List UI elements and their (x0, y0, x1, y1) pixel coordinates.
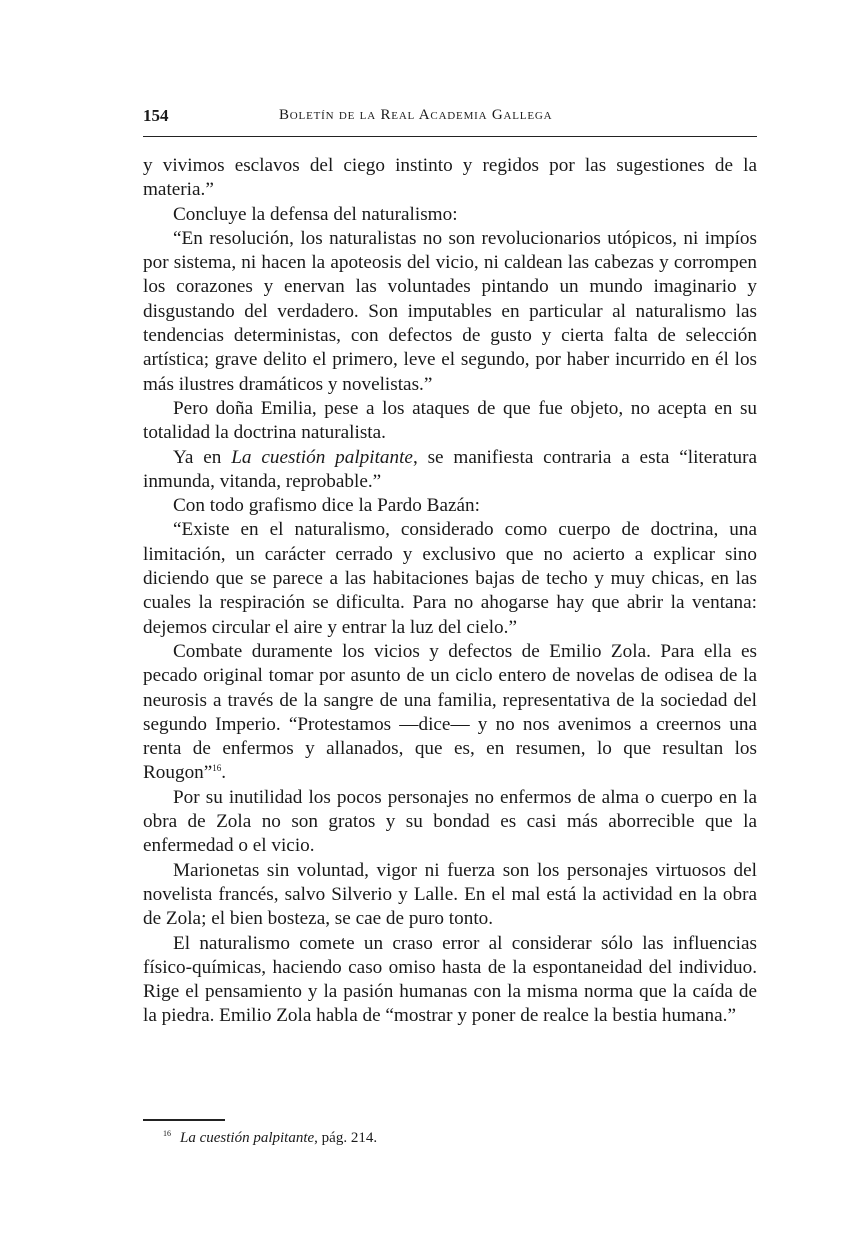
footnote-mark: 16 (163, 1129, 171, 1138)
paragraph: y vivimos esclavos del ciego instinto y regidos por las sugestiones de la materia.” (143, 155, 757, 201)
running-head (143, 106, 757, 130)
footnote (143, 1124, 757, 1148)
footnote-text: , pág. 214. (314, 1130, 378, 1146)
paragraph-text: Combate duramente los vicios y defectos de Emilio Zola. Para ella es pecado original tomar por asunto de un ciclo entero de novelas de odisea de la neurosis a través de la sangre de una familia, representativa de la sociedad del segundo Imperio. “Protestamos —dice— y no nos avenimos a creernos una renta de enfermos y allanados, que es, en resumen, lo que resultan los Rougon” (143, 640, 757, 784)
paragraph-text: Ya en (173, 446, 232, 468)
page-number: 154 (143, 106, 169, 125)
paragraph: Con todo grafismo dice la Pardo Bazán: (173, 495, 480, 517)
quote-paragraph: “Existe en el naturalismo, considerado como cuerpo de doctrina, una limitación, un carácter cerrado y exclusivo que no acierto a explicar sino diciendo que se parece a las habitaciones bajas de techo y muy chicas, en las cuales la respiración se dificulta. Para no ahogarse hay que abrir la ventana: dejemos circular el aire y entrar la luz del cielo.” (143, 519, 757, 638)
paragraph-text: . (221, 762, 227, 784)
paragraph (143, 446, 757, 495)
body-text (143, 154, 757, 1029)
footnote-reference[interactable]: 16 (212, 763, 222, 774)
footnote-title: La cuestión palpitante (180, 1130, 315, 1146)
paragraph: Marionetas sin voluntad, vigor ni fuerza son los personajes virtuosos del novelista francés, salvo Silverio y Lalle. En el mal está la actividad en la obra de Zola; el bien bosteza, se cae de puro tonto. (143, 859, 757, 930)
paragraph: Por su inutilidad los pocos personajes no enfermos de alma o cuerpo en la obra de Zola no son gratos y su bondad es casi más aborrecible que la enfermedad o el vicio. (143, 786, 757, 857)
paragraph: Concluye la defensa del naturalismo: (173, 203, 458, 225)
paragraph-text: , se manifiesta contraria a esta “literatura inmunda, vitanda, reprobable.” (143, 446, 757, 492)
book-title: La cuestión palpitante (231, 446, 413, 468)
journal-title: Boletín de la Real Academia Gallega (279, 107, 553, 123)
quote-paragraph: “En resolución, los naturalistas no son revolucionarios utópicos, ni impíos por sistema, ni hacen la apoteosis del vicio, ni caldean las cabezas y corrompen los corazones y enervan las voluntades pintando un mundo imaginario y disgustando del verdadero. Son imputables en particular al naturalismo las tendencias deterministas, con defectos de gusto y cierta falta de selección artística; grave delito el primero, leve el segundo, por haber incurrido en él los más ilustres dramáticos y novelistas.” (143, 227, 757, 395)
paragraph: Pero doña Emilia, pese a los ataques de que fue objeto, no acepta en su totalidad la doctrina naturalista. (143, 397, 757, 444)
footnote-rule (143, 1119, 225, 1121)
paragraph (143, 640, 757, 786)
paragraph: El naturalismo comete un craso error al considerar sólo las influencias físico-químicas, haciendo caso omiso hasta de la espontaneidad del individuo. Rige el pensamiento y la pasión humanas con la misma norma que la caída de la piedra. Emilio Zola habla de “mostrar y poner de realce la bestia humana.” (143, 932, 757, 1027)
header-rule (143, 136, 757, 137)
